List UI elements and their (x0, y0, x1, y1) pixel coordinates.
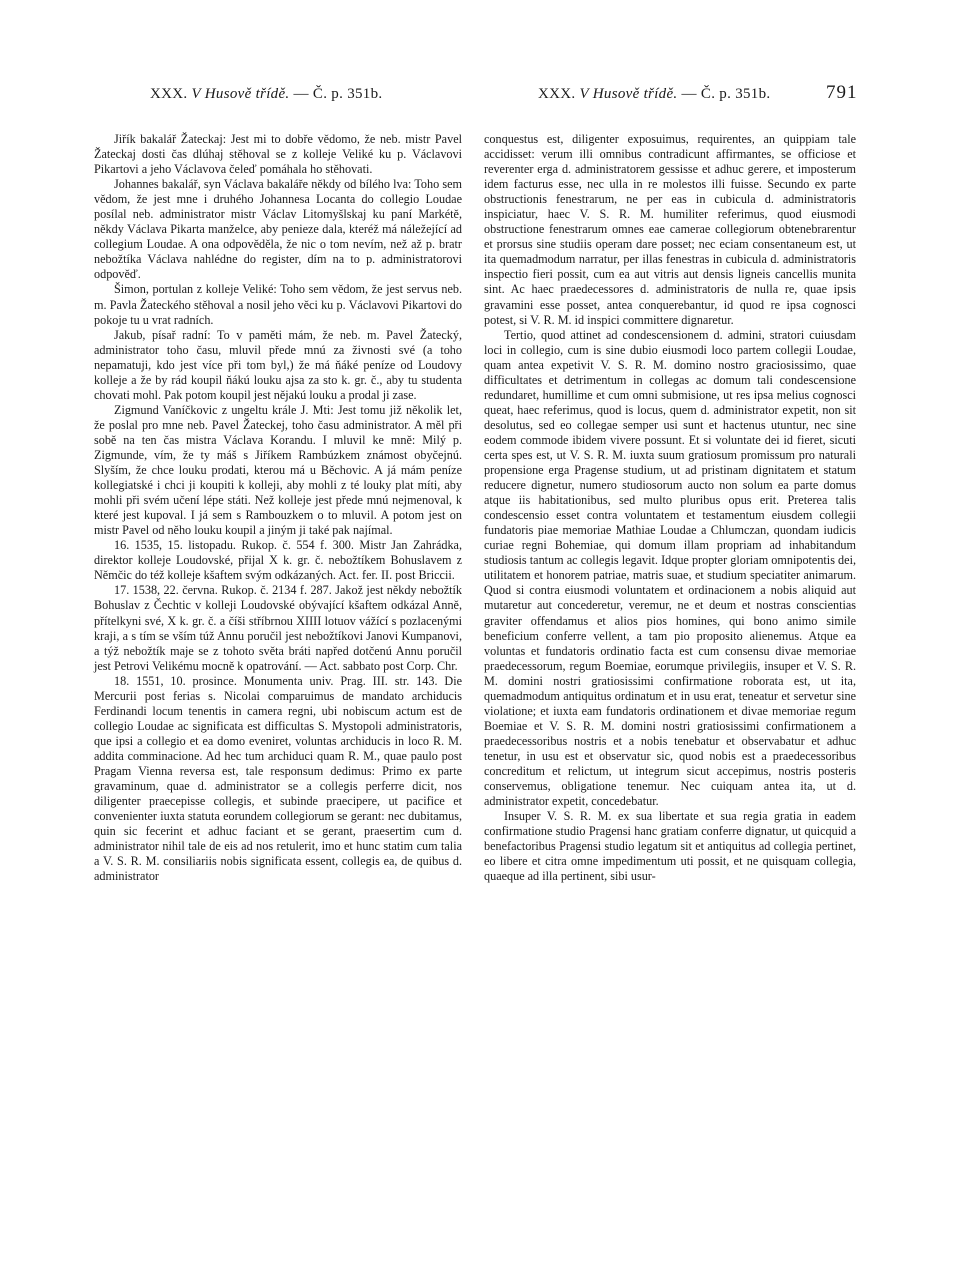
running-head-ref: — Č. p. 351b. (681, 86, 771, 102)
paragraph: Jiřík bakalář Žateckaj: Jest mi to dobře vědomo, že neb. mistr Pavel Žateckaj dosti čas dlúhaj stěhoval se z kolleje Veliké ku p. Václavovi Pikartovi a jeho Václavova čeleď pomáhala ho stěhovati. (94, 132, 462, 177)
left-column (94, 132, 462, 884)
paragraph: Šimon, portulan z kolleje Veliké: Toho sem vědom, že jest servus neb. m. Pavla Žateckého stěhoval a nosil jeho věci ku p. Václavovi Pikartovi do pokoje tu u vrat radních. (94, 282, 462, 327)
paragraph: Johannes bakalář, syn Václava bakaláře někdy od bílého lva: Toho sem vědom, že jest mne i druhého Johannesa Locanta do collegio Loudae posílal neb. administrator mistr Václav Litomyšlskaj ku paní Markétě, někdy Václava Pikarta manželce, aby penieze dala, kteréž má náležející ad collegium Loudae. A ona odpověděla, že nic o tom nevím, než až p. bratr nebožtíka Václava nahlédne do register, dím na to p. administratorovi odpověď. (94, 177, 462, 282)
paragraph: 18. 1551, 10. prosince. Monumenta univ. Prag. III. str. 143. Die Mercurii post ferias s. Nicolai comparuimus de mandato archiducis Ferdinandi locum tenentis in camera regni, ubi nobiscum actum est de collegio Loudae ac significata est difficultas S. Mystopoli administratoris, que ipsi a collegio et ea domo eveniret, voluntas archiducis in loco R. M. addita comminacione. Ad hec tum archiduci quam R. M., quae paulo post Pragam Vienna reversa est, tale responsum dedimus: Primo ex parte gravaminum, quae d. administrator se a collegis perferre dicit, nos diligenter praecepisse collegis, et subinde praecipere, ut pacifice et convenienter iuxta statuta eorundem collegiorum se gerant: nec dubitamus, quin sic fecerint et adhuc faciant et se gerant, praesertim cum d. administrator nihil tale de eis ad nos retulerit, imo et hunc statim cum talia a V. S. R. M. consiliariis nobis significata essent, collegis ea, de quibus d. administrator (94, 673, 462, 884)
paragraph: Tertio, quod attinet ad condescensionem d. admini, stratori cuiusdam loci in collegio, cum is sine dubio eiusmodi loco partem collegii Loudae, quam antea expetivit V. S. R. M. domino nostro graciosissimo, quae difficultates et detrimentum in collegas ac domum tali condescensione redundaret, humillime et cum omni submisione, ut res ipsa melius cognosci queat, haec referimus, quod is locus, quem d. administrator expetit, non sit desolutus, sed eo collegae semper usi sunt et hactenus utuntur, nec sine eodem commode ibidem vivere possunt. Et si voluntate dei id fieret, sicuti certa spes est, ut V. S. R. M. iuxta suum gratiosum promissum pro naturali propensione erga Pragense studium, ut ad pristinam dignitatem et statum reducere dignetur, numero studiosorum aucto non solum ea parte domus atque iis habitationibus, sed multo pluribus opus erit. Preterea talis condescensio esset contra voluntatem et testamentum eiusdem collegii fundatoris piae memoriae Mathiae Loudae a Chlumczan, quondam iudicis curiae regni Bohemiae, qui domum illam propriam ad inhabitandum studiosis tantum ac collegis legavit. Idque propter gloriam omnipotentis dei, utilitatem et honorem patriae, matris suae, et studium speciatiter animarum. Quod si contra eiusmodi voluntatem et ordinacionem a nobis aliquid aut mutaretur aut concederetur, veremur, ne et deum et nostras conscientias graviter offendamus et alios pios homines, qui bono animo simile beneficium conferre vellent, a tam pio proposito alienemus. Atque ea voluntas et fundatoris ordinatio facta est cum consensu divae memoriae praedecessorum, regum Boemiae, eorumque privilegiis, insuper et V. S. R. M. domini nostri gratiosissimi confirmatione roborata est, ut ita, quemadmodum antiquitus ordinatum et in usu erat, teneatur et servetur sine violatione; et iuxta eam fundatoris ordinationem et divae memoriae regum Boemiae et V. S. R. M. domini nostri gratiosissimi confirmationem a praedecessoribus nostris et a nobis tenebatur et observabatur et adhuc tenetur, in usu est et observatur sic, quod nobis est a praedecessoribus concreditum et relictum, ut integrum sicut accepimus, nostris posteris conservemus, obligatione tenemur. Nec cuiquam antea ita, ut d. administrator expetit, concedebatur. (484, 327, 856, 809)
running-head-street: V Husově třídě. (191, 86, 290, 102)
running-head-street: V Husově třídě. (579, 86, 678, 102)
running-head-ref: — Č. p. 351b. (293, 86, 383, 102)
paragraph: Insuper V. S. R. M. ex sua libertate et sua regia gratia in eadem confirmatione studio Pragensi hanc gratiam conferre dignatur, ut quicquid a benefactoribus Pragensi studio legatum sit et antiquitus ad collegia pertinet, eo libere et citra omne impedimentum uti possit, et ne quisquam collegia, quaeque ad illa pertinent, sibi usur- (484, 809, 856, 884)
paragraph: Zigmund Vaníčkovic z ungeltu krále J. Mti: Jest tomu již několik let, že poslal pro mne neb. Pavel Žateckej, toho času administrator. A měl při sobě na ten čas mistra Václava Korandu. I mluvil ke mně: Milý p. Zigmunde, vím, že ty máš s Jiříkem Rambúzkem známost obyčejnú. Slyším, že chce louku prodati, kterou má u Běchovic. A já mám peníze kollegiatské i chci ji koupiti k kolleji, aby mohli z té louky plat míti, aby mohli při svém učení lépe státi. Než kolleje jest přede mnú nejmenoval, k které jest kupoval. I já sem s Rambouzkem o to mluvil. A potom jest on mistr Pavel od něho louku koupil a jiným ji také pak najímal. (94, 402, 462, 538)
page-number: 791 (826, 82, 858, 103)
paragraph: 16. 1535, 15. listopadu. Rukop. č. 554 f. 300. Mistr Jan Zahrádka, direktor kolleje Loudovské, přijal X k. gr. č. nebožtíkem Bohuslavem z Němčic do též kolleje kšaftem svým odkázaných. Act. fer. II. post Briccii. (94, 538, 462, 583)
running-head-series: XXX. (538, 86, 576, 102)
paragraph: 17. 1538, 22. června. Rukop. č. 2134 f. 287. Jakož jest někdy nebožtík Bohuslav z Čechtic v kolleji Loudovské obývající kšaftem odkázal Anně, přítelkyni své, X k. gr. č. a číši stříbrnou XIIII lotuov vážící s pozlacenými kraji, a s tím se vším túž Annu poručil jest nebožtíkovi Janovi Kumpanovi, a týž nebožtík maje se z tohoto světa bráti napřed dotčenú Annu poručil jest Petrovi Velikému mocně k opatrování. — Act. sabbato post Corp. Chr. (94, 583, 462, 673)
running-head-right (538, 86, 770, 103)
paragraph: Jakub, písař radní: To v paměti mám, že neb. m. Pavel Žatecký, administrator toho času, mluvil přede mnú za živnosti své (a toho nepamatuji, kdo jest více při tom byl,) že má ňáké peníze od Loudovy kolleje a že by rád koupil ňákú louku ajsa za sto k. gr. č., aby tu studenta chovati mohl. Pak potom koupil jest nějakú louku a prodal ji zase. (94, 327, 462, 402)
running-head-left (150, 86, 382, 103)
right-column (484, 132, 856, 884)
running-head-series: XXX. (150, 86, 188, 102)
paragraph: conquestus est, diligenter exposuimus, requirentes, an quippiam tale accidisset: verum illi omnibus contradicunt affirmantes, se officiose et reverenter erga d. administratorem gessisse et adhuc gerere, et imposterum idem facturus esse, nec ulla in re molestos illi fuisse. Secundo ex parte obstructionis fenestrarum, ne per eas in cubicula d. administratoris inspiciatur, haec V. S. R. M. humiliter referimus, quod eiusmodi obstructione fenestrarum omnes eae camerae collegiorum obtenebrarentur et prorsus sine studiis operam dare posset; nec eciam consentaneum est, ut ita quemadmodum narratur, per illas fenestras in cubicula d. administratoris inspectio fieri possit, cum ea aut vitris aut densis ligneis cancellis munita sint. Ac haec praedecessores d. administratoris de nulla re, quae ipsis gravamini esse posset, antea conquerebantur, id quod re ipsa cognosci potest, si V. R. M. id inspici committere dignaretur. (484, 132, 856, 327)
